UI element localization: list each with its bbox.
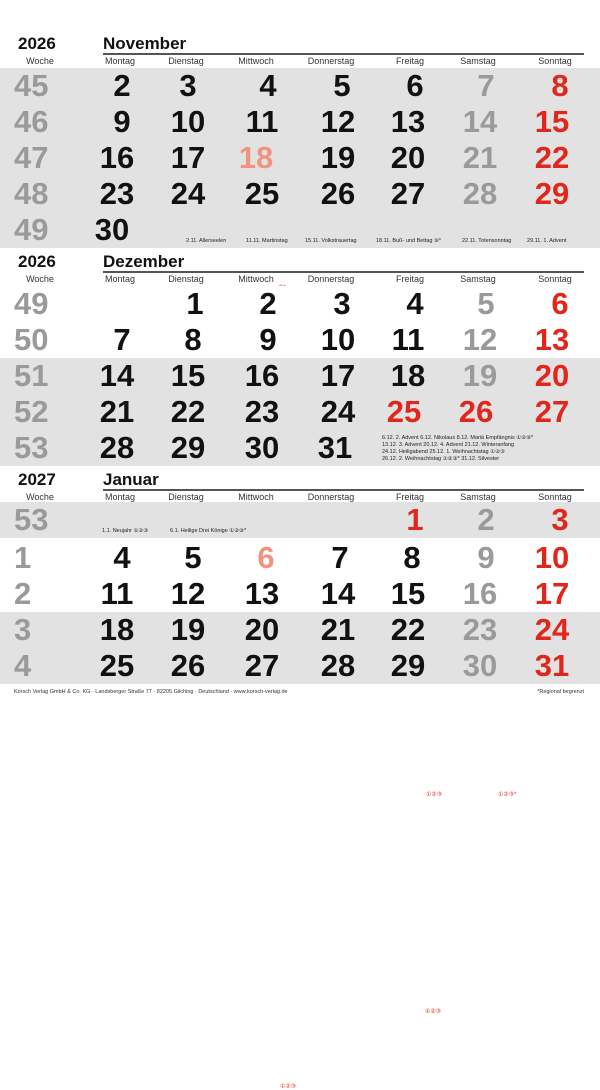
week-row <box>0 104 600 142</box>
regional-holiday-marker: ①②③ <box>280 1084 297 1090</box>
day-cell-sunday: 24 <box>534 612 570 647</box>
day-cell-holiday: 1 <box>406 502 424 537</box>
day-cell: 13 <box>244 576 280 611</box>
month-title: November <box>103 34 187 53</box>
day-cell-sunday: 6 <box>551 286 569 321</box>
day-cell: 6 <box>406 68 424 103</box>
day-cell: 11 <box>100 576 134 611</box>
holiday-marker: ①②③ <box>425 1009 442 1015</box>
day-cell-sunday: 13 <box>534 322 570 357</box>
day-cell: 13 <box>390 104 426 139</box>
day-cell: 20 <box>390 140 426 175</box>
day-cell-sunday: 15 <box>534 104 570 139</box>
holiday-note: 6.12. 2. Advent 6.12. Nikolaus 8.12. Mariä Empfängnis ①②⑨* <box>382 435 534 441</box>
day-cell: 14 <box>99 358 135 393</box>
year-label: 2026 <box>18 252 56 271</box>
day-cell-saturday: 5 <box>477 286 495 321</box>
weekday-label-sun: Sonntag <box>538 56 572 66</box>
day-cell-regional-holiday: 6 <box>257 540 275 575</box>
holiday-note: 26.12. 2. Weihnachtstag ①②③* 31.12. Silvester <box>382 456 500 462</box>
header-rule <box>103 271 584 273</box>
week-number: 47 <box>14 140 49 175</box>
week-row <box>0 286 600 324</box>
day-cell: 25 <box>99 648 135 683</box>
week-row <box>0 612 600 650</box>
year-label: 2026 <box>18 34 56 53</box>
weekday-label-sun: Sonntag <box>538 492 572 502</box>
day-cell: 24 <box>170 176 206 211</box>
weekday-label-tue: Dienstag <box>168 492 204 502</box>
day-cell: 20 <box>244 612 280 647</box>
holiday-note: 1.1. Neujahr ①②③ <box>102 528 149 534</box>
day-cell: 2 <box>113 68 131 103</box>
day-cell: 27 <box>390 176 426 211</box>
day-cell: 10 <box>320 322 356 357</box>
day-cell: 21 <box>320 612 356 647</box>
day-cell: 17 <box>320 358 356 393</box>
week-number: 53 <box>14 502 49 537</box>
day-cell-sunday: 3 <box>551 502 569 537</box>
day-cell: 5 <box>333 68 351 103</box>
month-title: Dezember <box>103 252 185 271</box>
week-number: 51 <box>14 358 49 393</box>
day-cell: 15 <box>390 576 426 611</box>
day-cell-saturday: 19 <box>462 358 498 393</box>
month-title: Januar <box>103 470 159 489</box>
day-cell: 19 <box>170 612 206 647</box>
day-cell: 8 <box>403 540 421 575</box>
regional-footnote: *Regional begrenzt <box>537 689 584 695</box>
holiday-note: 15.11. Volkstrauertag <box>305 238 357 244</box>
weekday-label-fri: Freitag <box>395 56 424 66</box>
day-cell-saturday: 16 <box>462 576 498 611</box>
day-cell: 16 <box>99 140 135 175</box>
day-cell: 7 <box>331 540 349 575</box>
week-row <box>0 648 600 684</box>
week-number: 49 <box>14 286 49 321</box>
holiday-note: 6.1. Heilige Drei Könige ①②⑨* <box>170 528 247 534</box>
day-cell: 28 <box>320 648 356 683</box>
day-cell: 22 <box>390 612 426 647</box>
day-cell-sunday: 17 <box>534 576 570 611</box>
week-number: 48 <box>14 176 49 211</box>
week-row <box>0 140 600 178</box>
week-number: 45 <box>14 68 49 103</box>
holiday-note: 2.11. Allerseelen <box>186 238 227 244</box>
day-cell: 22 <box>170 394 206 429</box>
day-cell: 15 <box>170 358 206 393</box>
day-cell-holiday: 25 <box>386 394 422 429</box>
holiday-note: 29.11. 1. Advent <box>527 238 567 244</box>
weekday-label-fri: Freitag <box>395 274 424 284</box>
week-number: 1 <box>14 540 32 575</box>
day-cell: 16 <box>244 358 280 393</box>
weekday-label-mon: Montag <box>104 274 136 284</box>
holiday-note: 13.12. 3. Advent 20.12. 4. Advent 21.12. Winteranfang <box>382 442 515 448</box>
weekday-label-week: Woche <box>26 492 54 502</box>
week-number: 46 <box>14 104 49 139</box>
week-number: 50 <box>14 322 49 357</box>
day-cell: 4 <box>259 68 277 103</box>
day-cell: 7 <box>113 322 131 357</box>
day-cell-sunday: 22 <box>534 140 570 175</box>
holiday-note: 22.11. Totensonntag <box>462 238 512 244</box>
day-cell: 18 <box>99 612 135 647</box>
day-cell: 11 <box>391 322 425 357</box>
weekday-label-thu: Donnerstag <box>307 274 355 284</box>
weekday-label-week: Woche <box>26 274 54 284</box>
day-cell-saturday: 21 <box>462 140 498 175</box>
publisher-footer: Korsch Verlag GmbH & Co. KG · Landsberger Straße 77 · 82205 Gilching · Deutschland · www.korsch-verlag.de <box>14 689 288 695</box>
day-cell: 10 <box>170 104 206 139</box>
day-cell: 17 <box>170 140 206 175</box>
day-cell-sunday: 10 <box>534 540 570 575</box>
week-row <box>0 176 600 214</box>
day-cell: 4 <box>406 286 424 321</box>
weekday-label-sat: Samstag <box>460 492 496 502</box>
day-cell: 24 <box>320 394 356 429</box>
day-cell: 26 <box>320 176 356 211</box>
day-cell-holiday: 26 <box>458 394 494 429</box>
day-cell: 14 <box>320 576 356 611</box>
weekday-label-sat: Samstag <box>460 56 496 66</box>
day-cell-saturday: 30 <box>462 648 498 683</box>
day-cell: 3 <box>179 68 197 103</box>
week-number: 52 <box>14 394 49 429</box>
day-cell: 18 <box>390 358 426 393</box>
day-cell-sunday: 31 <box>534 648 570 683</box>
header-rule <box>103 489 584 491</box>
holiday-note: 11.11. Martinstag <box>246 238 288 244</box>
day-cell: 29 <box>390 648 426 683</box>
week-row <box>0 576 600 614</box>
weekday-label-wed: Mittwoch <box>238 56 274 66</box>
day-cell: 5 <box>184 540 202 575</box>
weekday-label-sat: Samstag <box>460 274 496 284</box>
holiday-note: 24.12. Heiligabend 25.12. 1. Weihnachtstag ①②③ <box>382 449 505 455</box>
week-number: 4 <box>14 648 32 683</box>
day-cell: 27 <box>244 648 280 683</box>
week-number: 49 <box>14 212 49 247</box>
day-cell: 23 <box>244 394 280 429</box>
weekday-label-fri: Freitag <box>395 492 424 502</box>
weekday-label-mon: Montag <box>104 492 136 502</box>
day-cell: 21 <box>99 394 135 429</box>
holiday-marker: ①②③ <box>426 792 443 798</box>
weekday-label-thu: Donnerstag <box>307 56 355 66</box>
weekday-label-thu: Donnerstag <box>307 492 355 502</box>
weekday-label-tue: Dienstag <box>168 56 204 66</box>
day-cell-sunday: 29 <box>534 176 570 211</box>
day-cell: 3 <box>333 286 351 321</box>
day-cell-saturday: 12 <box>462 322 498 357</box>
day-cell: 9 <box>113 104 131 139</box>
day-cell: 12 <box>320 104 356 139</box>
weekday-label-sun: Sonntag <box>538 274 572 284</box>
weekday-label-wed: Mittwoch <box>238 492 274 502</box>
holiday-marker: ①②③* <box>498 792 517 798</box>
week-row <box>0 358 600 396</box>
day-cell-sunday: 20 <box>534 358 570 393</box>
day-cell: 2 <box>259 286 277 321</box>
day-cell: 30 <box>244 430 280 465</box>
day-cell: 9 <box>259 322 277 357</box>
week-number: 53 <box>14 430 49 465</box>
week-number: 3 <box>14 612 32 647</box>
day-cell: 30 <box>94 212 130 247</box>
weekday-label-wed: Mittwoch <box>238 274 274 284</box>
day-cell-sunday: 27 <box>534 394 570 429</box>
day-cell-sunday: 8 <box>551 68 569 103</box>
weekday-label-tue: Dienstag <box>168 274 204 284</box>
day-cell: 12 <box>170 576 206 611</box>
day-cell: 11 <box>245 104 279 139</box>
day-cell-regional-holiday: 18 <box>238 140 274 175</box>
day-cell: 23 <box>99 176 135 211</box>
day-cell: 8 <box>184 322 202 357</box>
day-cell: 28 <box>99 430 135 465</box>
day-cell-saturday: 9 <box>477 540 495 575</box>
year-label: 2027 <box>18 470 56 489</box>
day-cell-saturday: 28 <box>462 176 498 211</box>
weekday-label-mon: Montag <box>104 56 136 66</box>
day-cell-saturday: 2 <box>477 502 495 537</box>
week-number: 2 <box>14 576 32 611</box>
day-cell-saturday: 7 <box>477 68 495 103</box>
holiday-note: 18.11. Buß- und Bettag ⑨* <box>376 238 442 244</box>
day-cell: 1 <box>186 286 204 321</box>
day-cell: 25 <box>244 176 280 211</box>
week-row <box>0 68 600 106</box>
day-cell: 19 <box>320 140 356 175</box>
day-cell: 31 <box>317 430 353 465</box>
day-cell: 29 <box>170 430 206 465</box>
day-cell-saturday: 23 <box>462 612 498 647</box>
day-cell-saturday: 14 <box>462 104 498 139</box>
day-cell: 26 <box>170 648 206 683</box>
day-cell: 4 <box>113 540 131 575</box>
weekday-label-week: Woche <box>26 56 54 66</box>
header-rule <box>103 53 584 55</box>
week-row <box>0 322 600 360</box>
